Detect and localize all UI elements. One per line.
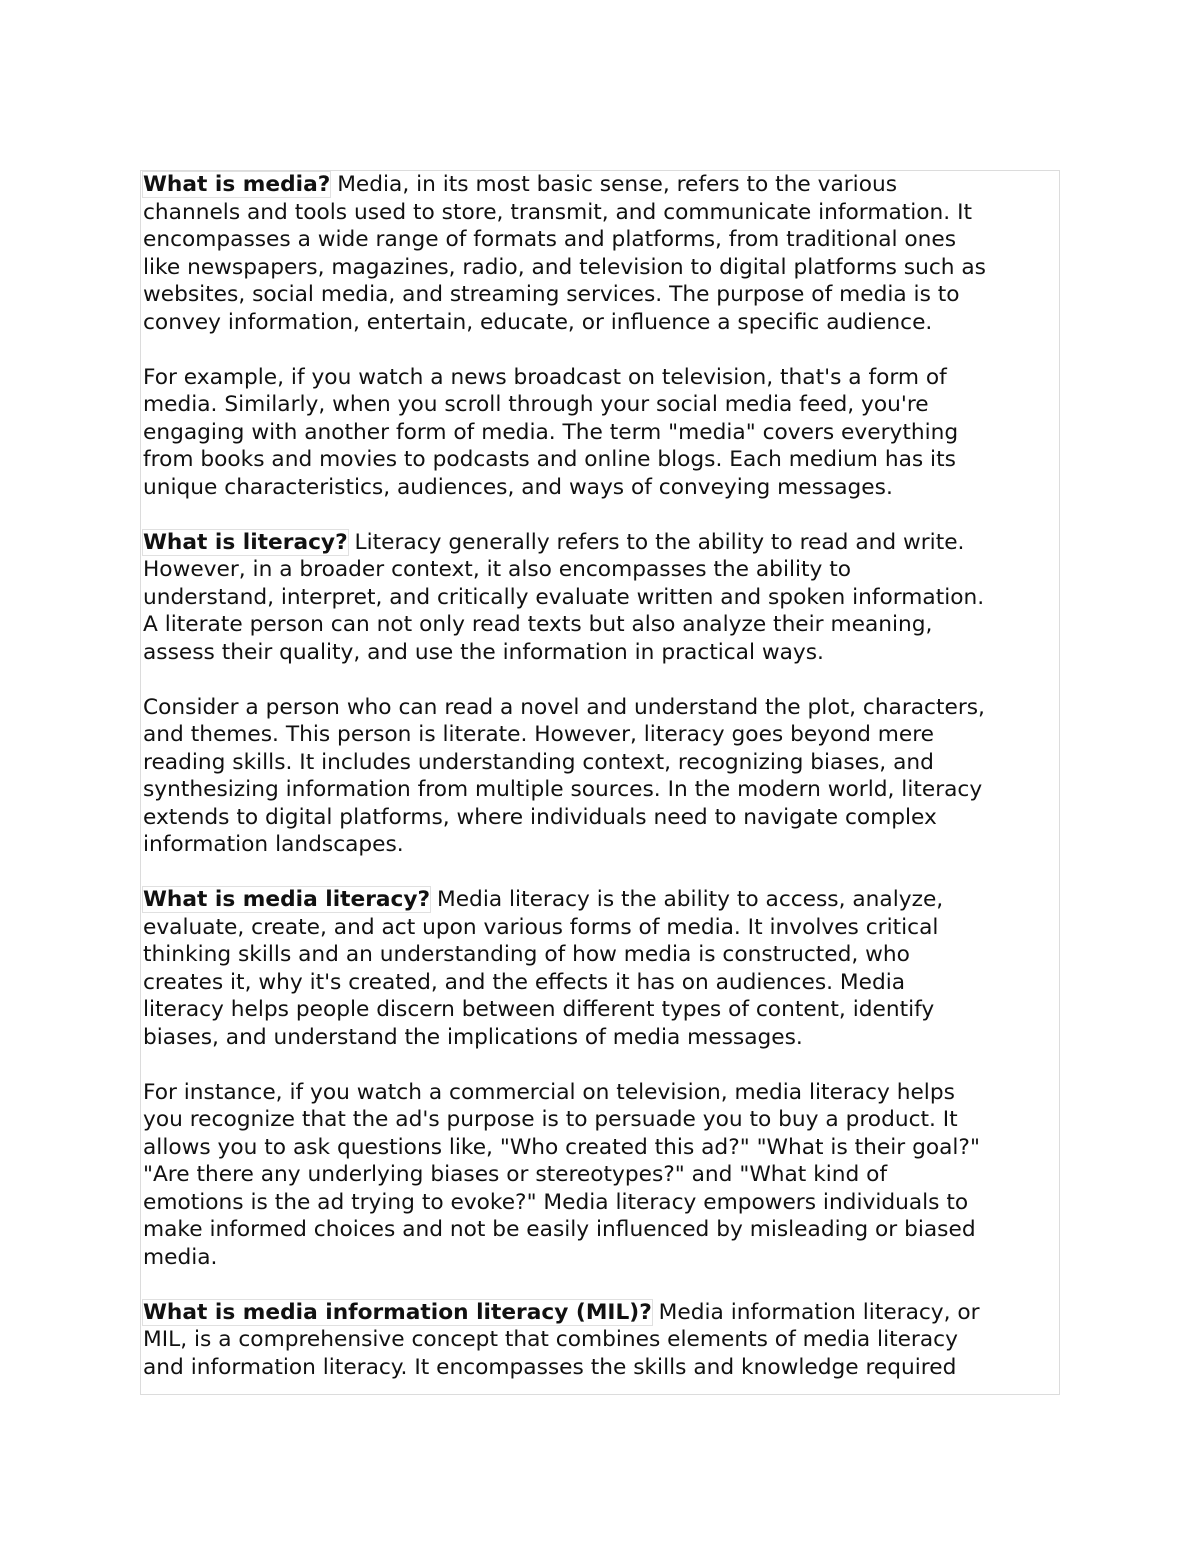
text-line [143,776,1060,804]
text-line [143,309,1060,337]
line-text: Literacy generally refers to the ability to read and write. [347,529,965,555]
line-text: MIL, is a comprehensive concept that combines elements of media literacy [143,1327,958,1352]
line-text: allows you to ask questions like, "Who created this ad?" "What is their goal?" [143,1134,980,1160]
text-line [143,749,1060,777]
line-text: understand, interpret, and critically evaluate written and spoken information. [143,584,985,610]
definition-paragraph [143,886,1060,1051]
line-text: creates it, why it's created, and the effects it has on audiences. Media [143,969,906,995]
text-line [143,171,1060,199]
section-heading: What is literacy? [143,529,348,555]
text-line [143,1106,1060,1134]
line-text: and themes. This person is literate. However, literacy goes beyond mere [143,722,934,747]
text-line [143,886,1060,914]
line-text: and information literacy. It encompasses the skills and knowledge required [143,1354,957,1380]
section-heading: What is media? [143,172,331,197]
text-line [143,199,1060,227]
text-line [143,804,1060,832]
line-text: unique characteristics, audiences, and ways of conveying messages. [143,474,893,500]
text-line [143,584,1060,612]
text-line [143,254,1060,282]
line-text: evaluate, create, and act upon various forms of media. It involves critical [143,914,939,940]
line-text: emotions is the ad trying to evoke?" Media literacy empowers individuals to [143,1189,969,1215]
definition-paragraph [143,529,1060,667]
text-line [143,831,1060,859]
text-line [143,996,1060,1024]
line-text: make informed choices and not be easily influenced by misleading or biased [143,1217,976,1242]
text-line [143,914,1060,942]
line-text: For instance, if you watch a commercial on television, media literacy helps [143,1079,955,1105]
text-line [143,1189,1060,1217]
text-line [143,721,1060,749]
text-line [143,1161,1060,1189]
line-text: extends to digital platforms, where individuals need to navigate complex [143,804,937,830]
line-text: "Are there any underlying biases or stereotypes?" and "What kind of [143,1162,888,1187]
text-line [143,419,1060,447]
text-line [143,639,1060,667]
text-line [143,941,1060,969]
text-line [143,226,1060,254]
line-text: websites, social media, and streaming services. The purpose of media is to [143,282,960,307]
line-text: Media, in its most basic sense, refers to the various [330,172,898,197]
line-text: channels and tools used to store, transmit, and communicate information. It [143,199,972,225]
text-line [143,611,1060,639]
example-paragraph [143,1079,1060,1272]
line-text: For example, if you watch a news broadcast on television, that's a form of [143,364,947,390]
line-text: encompasses a wide range of formats and platforms, from traditional ones [143,227,957,252]
line-text: reading skills. It includes understanding context, recognizing biases, and [143,749,934,775]
line-text: from books and movies to podcasts and online blogs. Each medium has its [143,447,956,472]
line-text: thinking skills and an understanding of how media is constructed, who [143,942,910,967]
definition-paragraph [143,171,1060,336]
text-line [143,446,1060,474]
document-text-frame [140,170,1060,1395]
line-text: you recognize that the ad's purpose is to persuade you to buy a product. It [143,1107,958,1132]
definition-paragraph [143,1299,1060,1382]
text-line [143,281,1060,309]
text-line [143,694,1060,722]
text-line [143,391,1060,419]
line-text: Media literacy is the ability to access, analyze, [430,887,944,912]
text-line [143,1299,1060,1327]
line-text: Media information literacy, or [651,1299,980,1325]
text-line [143,474,1060,502]
line-text: Consider a person who can read a novel and understand the plot, characters, [143,694,985,720]
text-line [143,1354,1060,1382]
document-body [143,171,1060,1395]
text-line [143,529,1060,557]
text-line [143,1079,1060,1107]
line-text: However, in a broader context, it also encompasses the ability to [143,557,852,582]
line-text: A literate person can not only read texts but also analyze their meaning, [143,612,933,637]
text-line [143,1244,1060,1272]
line-text: synthesizing information from multiple sources. In the modern world, literacy [143,777,983,802]
line-text: assess their quality, and use the information in practical ways. [143,639,824,665]
line-text: biases, and understand the implications of media messages. [143,1024,803,1050]
text-line [143,969,1060,997]
line-text: convey information, entertain, educate, or influence a specific audience. [143,309,933,335]
line-text: like newspapers, magazines, radio, and television to digital platforms such as [143,254,986,280]
line-text: literacy helps people discern between different types of content, identify [143,997,935,1022]
line-text: engaging with another form of media. The term "media" covers everything [143,419,959,445]
text-line [143,364,1060,392]
section-heading: What is media literacy? [143,887,431,912]
text-line [143,1326,1060,1354]
text-line [143,1024,1060,1052]
text-line [143,556,1060,584]
text-line [143,1134,1060,1162]
text-line [143,1216,1060,1244]
line-text: information landscapes. [143,832,404,857]
section-heading: What is media information literacy (MIL)? [143,1299,652,1325]
line-text: media. Similarly, when you scroll through your social media feed, you're [143,392,929,417]
example-paragraph [143,694,1060,859]
line-text: media. [143,1244,218,1270]
example-paragraph [143,364,1060,502]
